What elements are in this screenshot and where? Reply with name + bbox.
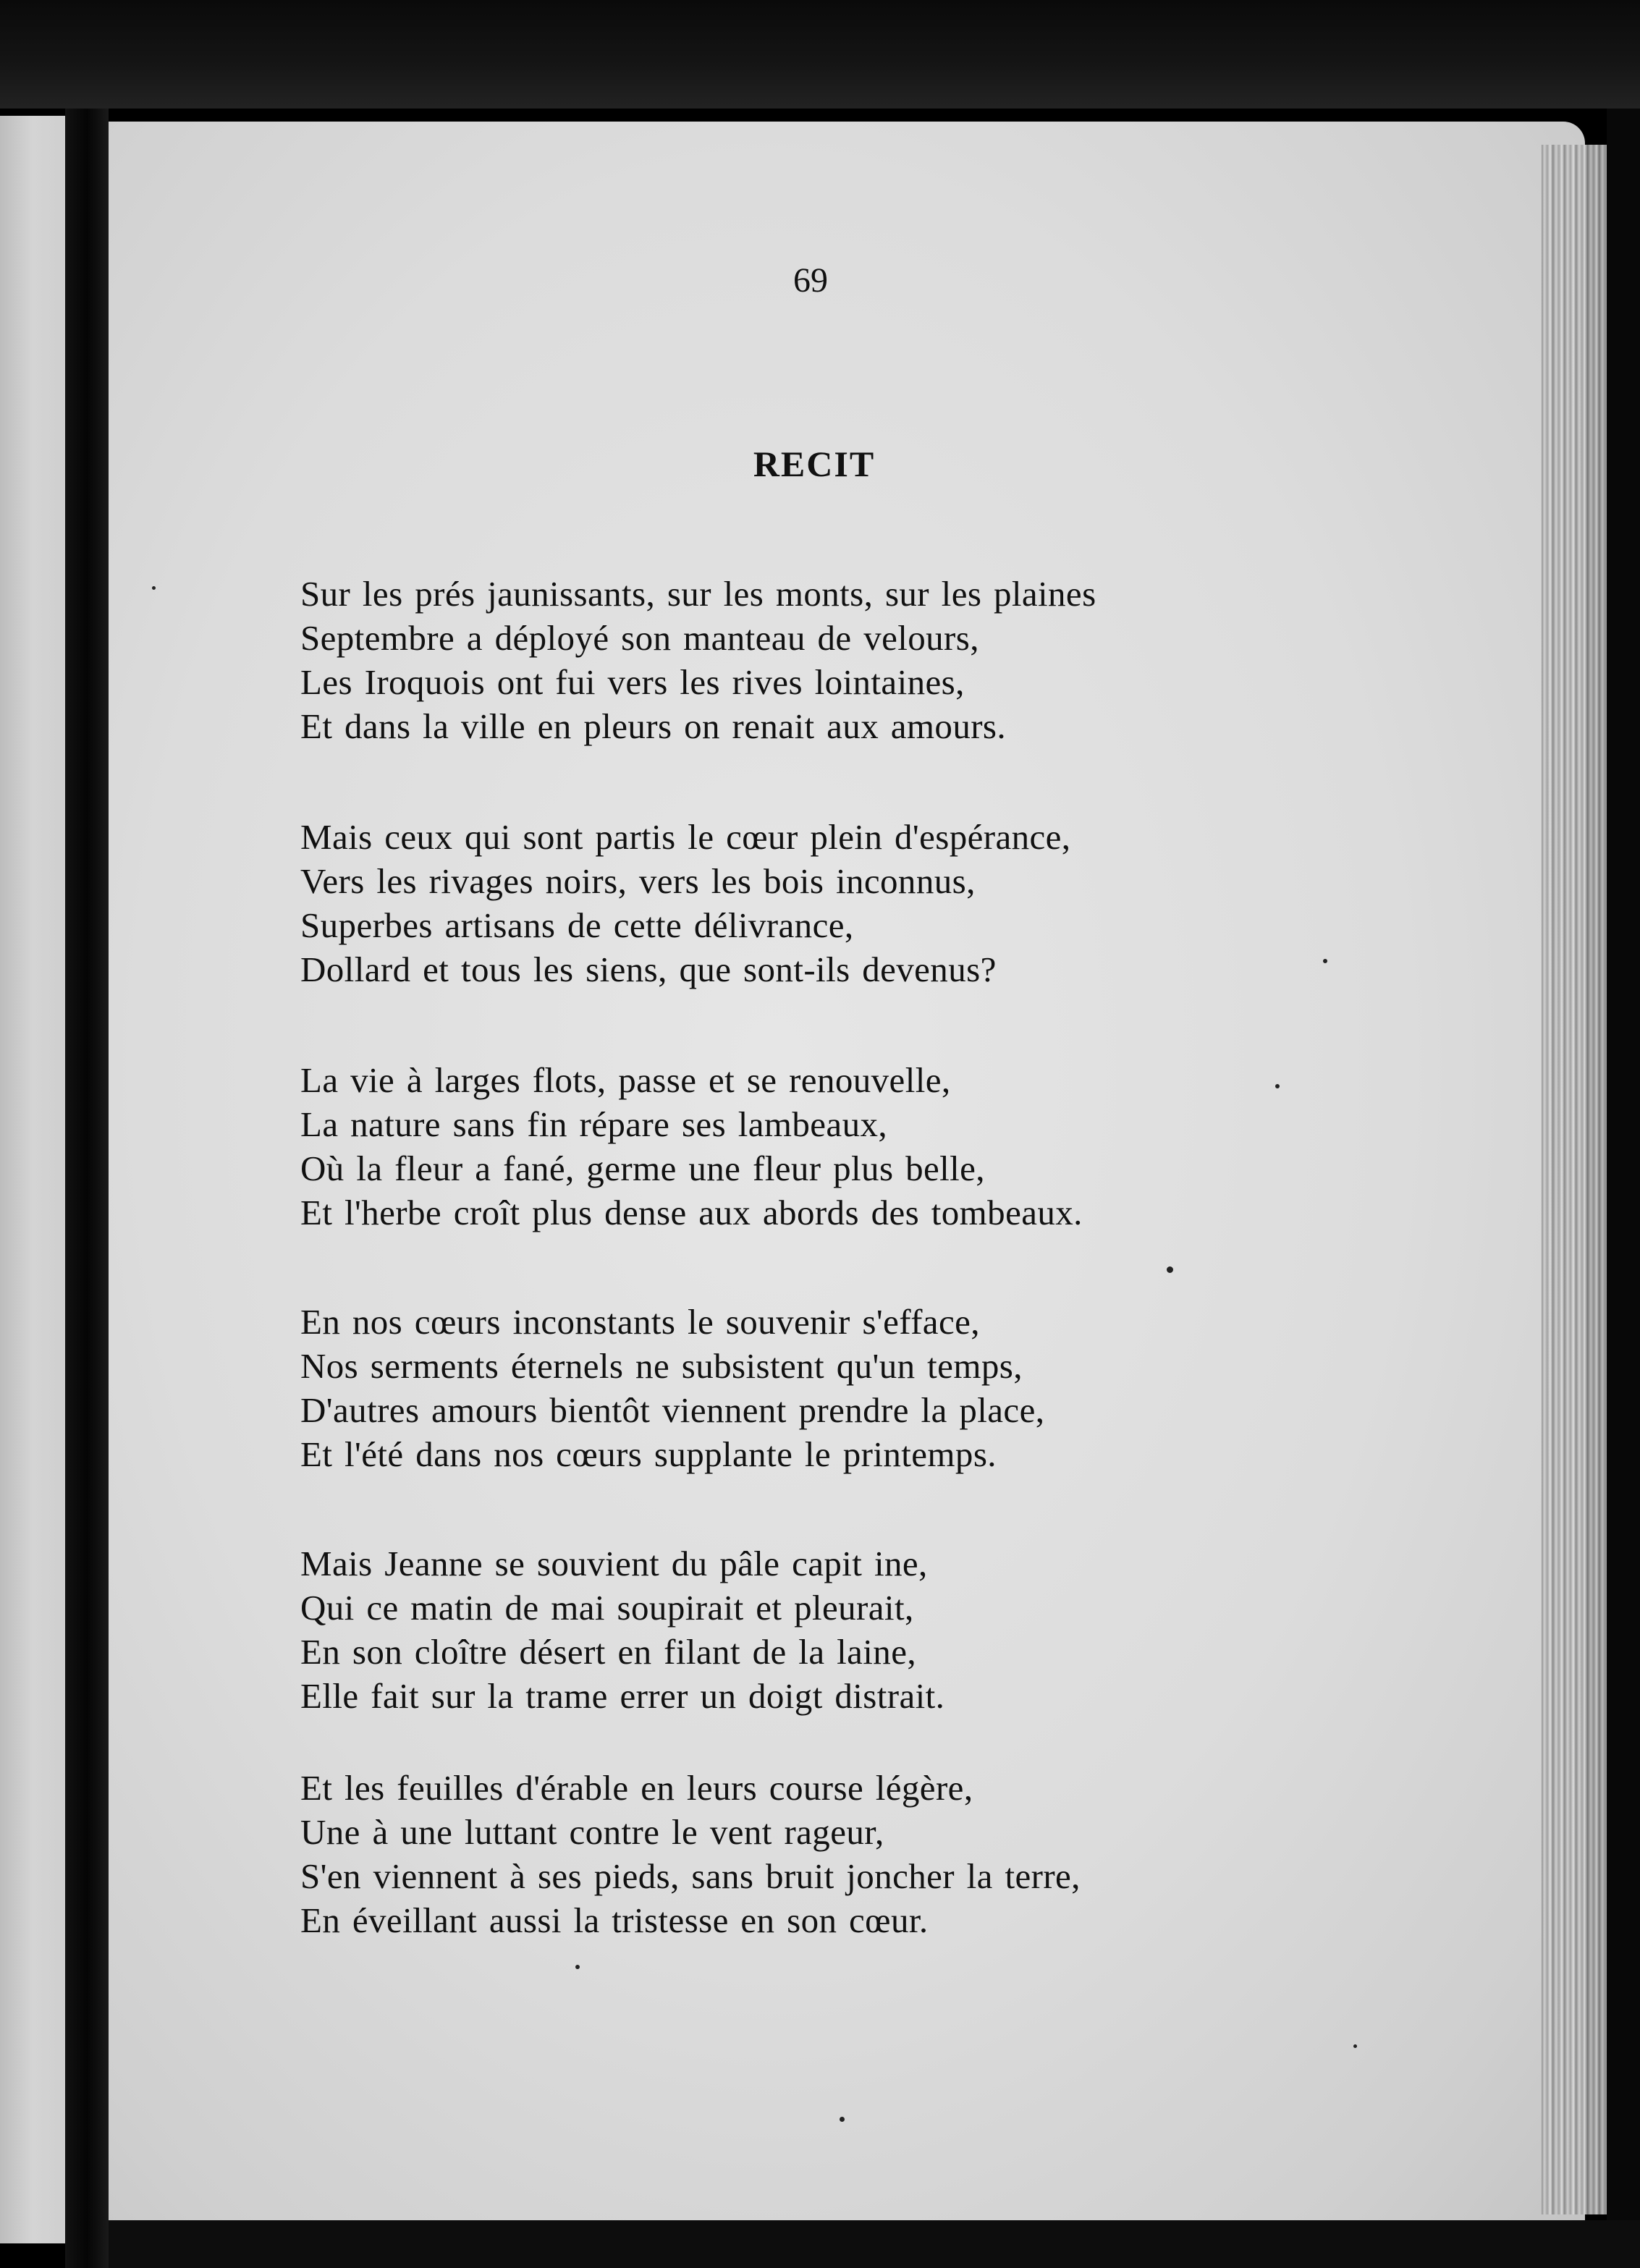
verse: La nature sans fin répare ses lambeaux, — [300, 1104, 888, 1144]
verse: En son cloître désert en filant de la laine, — [300, 1632, 916, 1672]
dust-speck — [152, 586, 156, 590]
stanza-5 — [300, 1541, 1314, 1718]
dust-speck — [1167, 1266, 1173, 1273]
verse: Sur les prés jaunissants, sur les monts, sur les plaines — [300, 574, 1096, 614]
verse: Mais ceux qui sont partis le cœur plein d'espérance, — [300, 817, 1071, 857]
verse: Qui ce matin de mai soupirait et pleurait, — [300, 1588, 914, 1628]
verse: Dollard et tous les siens, que sont-ils devenus? — [300, 949, 997, 989]
scanner-background-right — [1607, 109, 1640, 2268]
stanza-2 — [300, 815, 1314, 991]
verse: Et l'été dans nos cœurs supplante le printemps. — [300, 1434, 997, 1474]
verse: La vie à larges flots, passe et se renouvelle, — [300, 1060, 951, 1100]
verse: Elle fait sur la trame errer un doigt distrait. — [300, 1676, 945, 1716]
book-gutter — [65, 109, 109, 2268]
scanner-background-bottom — [109, 2220, 1640, 2268]
dust-speck — [1323, 959, 1327, 963]
dust-speck — [575, 1965, 580, 1969]
verse: Une à une luttant contre le vent rageur, — [300, 1812, 884, 1852]
verse: Mais Jeanne se souvient du pâle capit ine, — [300, 1544, 928, 1583]
verse: D'autres amours bientôt viennent prendre la place, — [300, 1390, 1045, 1430]
page-number: 69 — [793, 261, 828, 300]
stanza-4 — [300, 1300, 1314, 1476]
stanza-1 — [300, 572, 1314, 748]
stanza-6 — [300, 1766, 1314, 1942]
verse: Et dans la ville en pleurs on renait aux amours. — [300, 706, 1007, 746]
dust-speck — [1275, 1084, 1280, 1088]
verse: S'en viennent à ses pieds, sans bruit joncher la terre, — [300, 1856, 1081, 1896]
stanza-3 — [300, 1058, 1314, 1235]
poem-title: RECIT — [753, 444, 876, 484]
dust-speck — [1353, 2044, 1357, 2048]
verse: Septembre a déployé son manteau de velours, — [300, 618, 979, 658]
dust-speck — [840, 2117, 845, 2122]
verse: Les Iroquois ont fui vers les rives lointaines, — [300, 662, 965, 702]
verse: En éveillant aussi la tristesse en son cœur. — [300, 1900, 929, 1940]
verse: Superbes artisans de cette délivrance, — [300, 905, 854, 945]
verse: Vers les rivages noirs, vers les bois inconnus, — [300, 861, 976, 901]
verse: Où la fleur a fané, germe une fleur plus belle, — [300, 1148, 985, 1188]
facing-page-edge — [0, 116, 65, 2243]
verse: En nos cœurs inconstants le souvenir s'efface, — [300, 1302, 980, 1342]
verse: Et l'herbe croît plus dense aux abords des tombeaux. — [300, 1193, 1083, 1232]
verse: Et les feuilles d'érable en leurs course légère, — [300, 1768, 973, 1808]
scanner-background-top — [0, 0, 1640, 109]
page-stack-edge — [1542, 145, 1607, 2214]
verse: Nos serments éternels ne subsistent qu'un temps, — [300, 1346, 1023, 1386]
